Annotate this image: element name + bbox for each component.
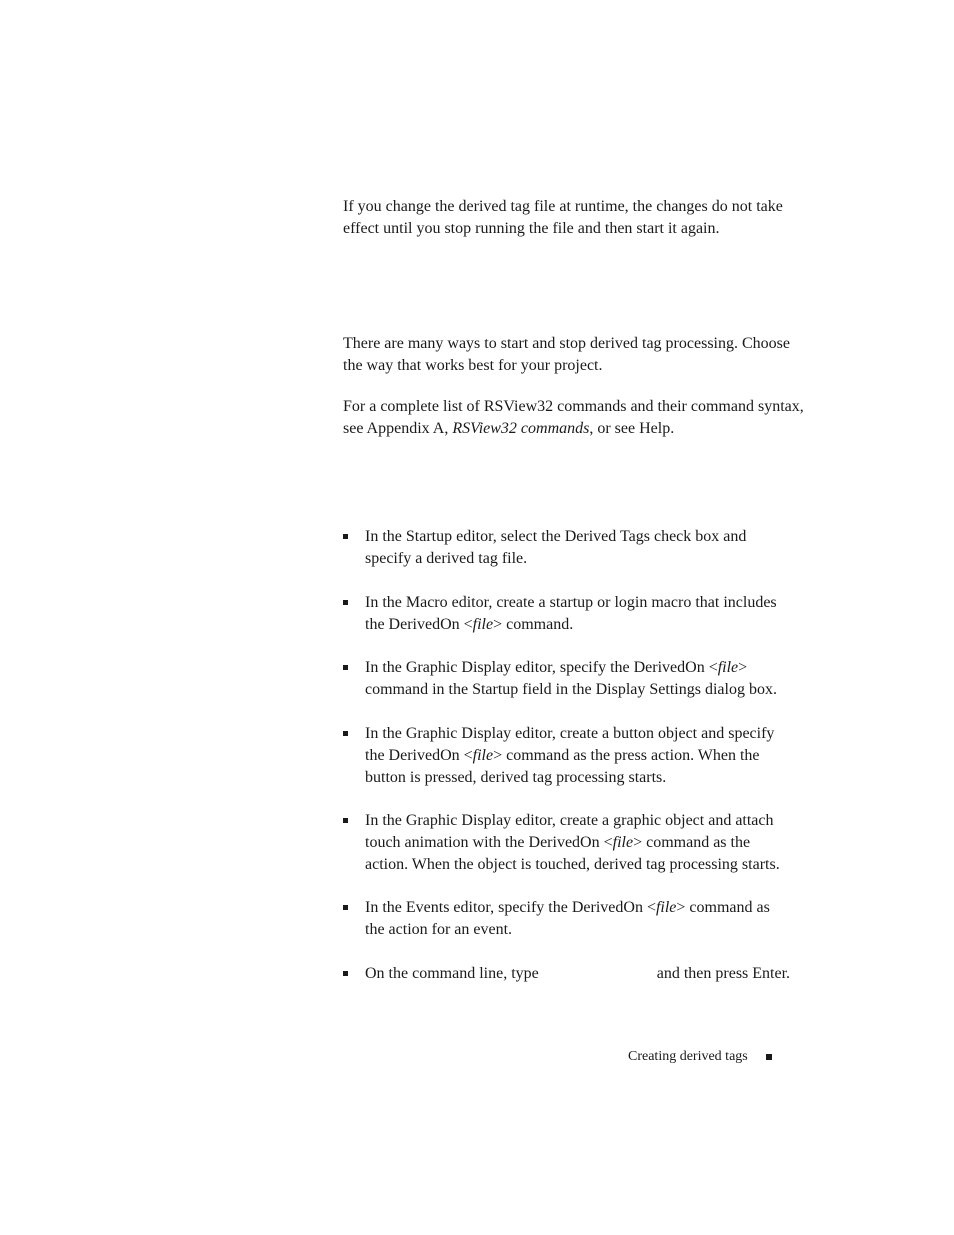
list-item: In the Events editor, specify the DerivedOn <file> command as the action for an event. — [343, 897, 793, 941]
ways-intro-paragraph: There are many ways to start and stop derived tag processing. Choose the way that works best for your project. — [343, 335, 790, 374]
list-item: In the Graphic Display editor, specify the DerivedOn <file> command in the Startup field in the Display Settings dialog box. — [343, 657, 793, 701]
commands-reference-text: For a complete list of RSView32 commands and their command syntax, see Appendix A, — [343, 398, 804, 437]
commands-reference-paragraph — [343, 396, 813, 440]
list-item: On the command line, type and then press Enter. — [343, 963, 793, 985]
footer-square-icon — [766, 1054, 772, 1060]
bullet-square-icon — [343, 731, 348, 736]
bullet-square-icon — [343, 818, 348, 823]
page-footer-title: Creating derived tags — [628, 1049, 748, 1064]
list-item: In the Startup editor, select the Derived Tags check box and specify a derived tag file. — [343, 526, 793, 570]
commands-reference-link-title: RSView32 commands — [452, 420, 590, 437]
list-item: In the Macro editor, create a startup or login macro that includes the DerivedOn <file> command. — [343, 592, 793, 636]
bullet-square-icon — [343, 534, 348, 539]
bullet-square-icon — [343, 905, 348, 910]
bullet-square-icon — [343, 971, 348, 976]
runtime-note-paragraph: If you change the derived tag file at runtime, the changes do not take effect until you stop running the file and then start it again. — [343, 198, 783, 237]
list-item: In the Graphic Display editor, create a button object and specify the DerivedOn <file> command as the press action. When the button is pressed, derived tag processing starts. — [343, 723, 793, 789]
bullet-square-icon — [343, 665, 348, 670]
commands-reference-tail: , or see Help. — [589, 420, 675, 437]
bullet-square-icon — [343, 600, 348, 605]
list-item: In the Graphic Display editor, create a graphic object and attach touch animation with the DerivedOn <file> command as the action. When the object is touched, derived tag processing starts. — [343, 810, 793, 876]
